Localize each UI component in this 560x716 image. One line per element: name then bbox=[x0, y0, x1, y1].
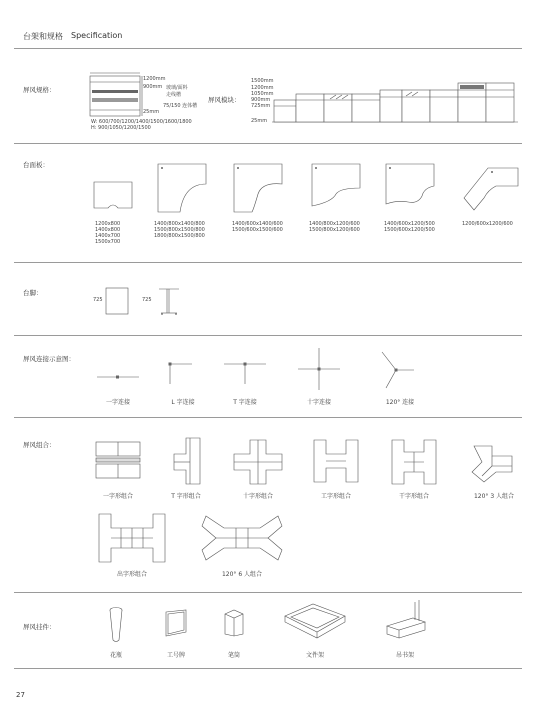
page-title-en: Specification bbox=[71, 31, 123, 40]
desktop-dims-4: 1400/800x1200/600 1500/800x1200/600 bbox=[309, 221, 360, 233]
connection-l-icon bbox=[166, 360, 196, 386]
combo-caption-1: 一字形组合 bbox=[102, 493, 133, 500]
leg-label: 台脚： bbox=[23, 289, 43, 297]
combo-gan-icon bbox=[390, 438, 438, 486]
module-level-6: 25mm bbox=[251, 118, 268, 124]
screen-module-label: 屏风模块： bbox=[208, 96, 241, 104]
desktop-120-icon bbox=[462, 164, 522, 212]
module-level-2: 1200mm bbox=[251, 85, 274, 91]
spec-height-line: H: 900/1050/1200/1500 bbox=[91, 125, 151, 131]
desktop-dims-1: 1200x800 1400x800 1400x700 1500x700 bbox=[95, 221, 121, 245]
desktop-l-mid-icon bbox=[310, 162, 362, 214]
combo-120-6-icon bbox=[200, 514, 284, 564]
combo-120-3-icon bbox=[470, 442, 516, 484]
screen-spec-label: 屏风规格： bbox=[23, 86, 56, 94]
spec-width-line: W: 600/700/1200/1400/1500/1600/1800 bbox=[91, 119, 192, 125]
combo-caption-3: 十字形组合 bbox=[242, 493, 273, 500]
divider bbox=[14, 262, 522, 263]
divider bbox=[14, 417, 522, 418]
desktop-dims-6: 1200/600x1200/600 bbox=[462, 221, 513, 227]
divider bbox=[14, 335, 522, 336]
combo-caption-8: 120° 6 人组合 bbox=[221, 571, 263, 578]
combo-straight-icon bbox=[94, 440, 142, 482]
combo-t-icon bbox=[170, 436, 204, 486]
vase-icon bbox=[108, 606, 124, 644]
connection-caption-1: 一字连接 bbox=[105, 399, 130, 406]
combo-i-icon bbox=[312, 438, 360, 484]
connection-120-icon bbox=[376, 348, 416, 390]
module-level-3: 1050mm bbox=[251, 91, 274, 97]
divider bbox=[14, 668, 522, 669]
leg-dim-1: 725 bbox=[93, 297, 103, 303]
combo-caption-6: 120° 3 人组合 bbox=[473, 493, 515, 500]
desktop-rect-icon bbox=[92, 180, 134, 210]
accessory-caption-2: 工号牌 bbox=[166, 652, 185, 659]
desktop-dims-2: 1400/800x1400/800 1500/800x1500/800 1800/800x1500/800 bbox=[154, 221, 205, 239]
connection-straight-icon bbox=[95, 370, 141, 384]
spec-note-3: 75/150 连体槽 bbox=[163, 103, 198, 109]
combo-caption-4: 工字形组合 bbox=[320, 493, 351, 500]
connection-cross-icon bbox=[296, 346, 342, 392]
module-level-1: 1500mm bbox=[251, 78, 274, 84]
module-level-4: 900mm bbox=[251, 97, 271, 103]
combination-label: 屏风组合： bbox=[23, 441, 56, 449]
divider bbox=[14, 143, 522, 144]
combo-cross-icon bbox=[232, 438, 284, 486]
desktop-l-wave-icon bbox=[384, 162, 436, 214]
page-number: 27 bbox=[16, 691, 25, 699]
combo-caption-2: T 字形组合 bbox=[171, 493, 201, 500]
pen-holder-icon bbox=[222, 608, 246, 638]
combo-caption-5: 干字形组合 bbox=[398, 493, 429, 500]
desktop-dims-3: 1400/600x1400/600 1500/600x1500/600 bbox=[232, 221, 283, 233]
desktop-l-large-icon bbox=[156, 162, 208, 214]
accessory-caption-3: 笔筒 bbox=[227, 652, 240, 659]
page-title-cn: 台架和规格 bbox=[23, 32, 63, 41]
file-rack-icon bbox=[283, 602, 347, 642]
accessory-caption-5: 吊书架 bbox=[395, 652, 414, 659]
connection-label: 屏风连接示意图： bbox=[23, 355, 75, 363]
leg-panel-icon bbox=[104, 286, 130, 316]
spec-note-2: 走线槽 bbox=[166, 92, 182, 98]
screen-module-drawing bbox=[272, 80, 518, 124]
module-level-5: 725mm bbox=[251, 103, 271, 109]
divider bbox=[14, 48, 522, 49]
connection-caption-3: T 字连接 bbox=[233, 399, 257, 406]
connection-caption-5: 120° 连接 bbox=[385, 399, 415, 406]
spec-height-2: 900mm bbox=[143, 84, 163, 90]
badge-icon bbox=[162, 608, 190, 638]
combo-chu-icon bbox=[97, 512, 167, 564]
leg-frame-icon bbox=[156, 286, 182, 316]
connection-caption-2: L 字连接 bbox=[171, 399, 195, 406]
spec-note-1: 玻璃/面料 bbox=[166, 85, 188, 91]
leg-dim-2: 725 bbox=[142, 297, 152, 303]
desktop-dims-5: 1400/600x1200/500 1500/600x1200/500 bbox=[384, 221, 435, 233]
hanging-shelf-icon bbox=[383, 598, 429, 644]
connection-t-icon bbox=[222, 360, 268, 386]
spec-height-1: 1200mm bbox=[143, 76, 166, 82]
screen-spec-drawing bbox=[88, 72, 148, 118]
desktop-label: 台面板： bbox=[23, 161, 49, 169]
accessory-caption-1: 花瓶 bbox=[109, 652, 122, 659]
combo-caption-7: 出字形组合 bbox=[116, 571, 147, 578]
accessories-label: 屏风挂件： bbox=[23, 623, 56, 631]
connection-caption-4: 十字连接 bbox=[306, 399, 331, 406]
divider bbox=[14, 592, 522, 593]
desktop-l-curve-icon bbox=[232, 162, 284, 214]
accessory-caption-4: 文件架 bbox=[305, 652, 324, 659]
spec-height-3: 25mm bbox=[143, 109, 160, 115]
